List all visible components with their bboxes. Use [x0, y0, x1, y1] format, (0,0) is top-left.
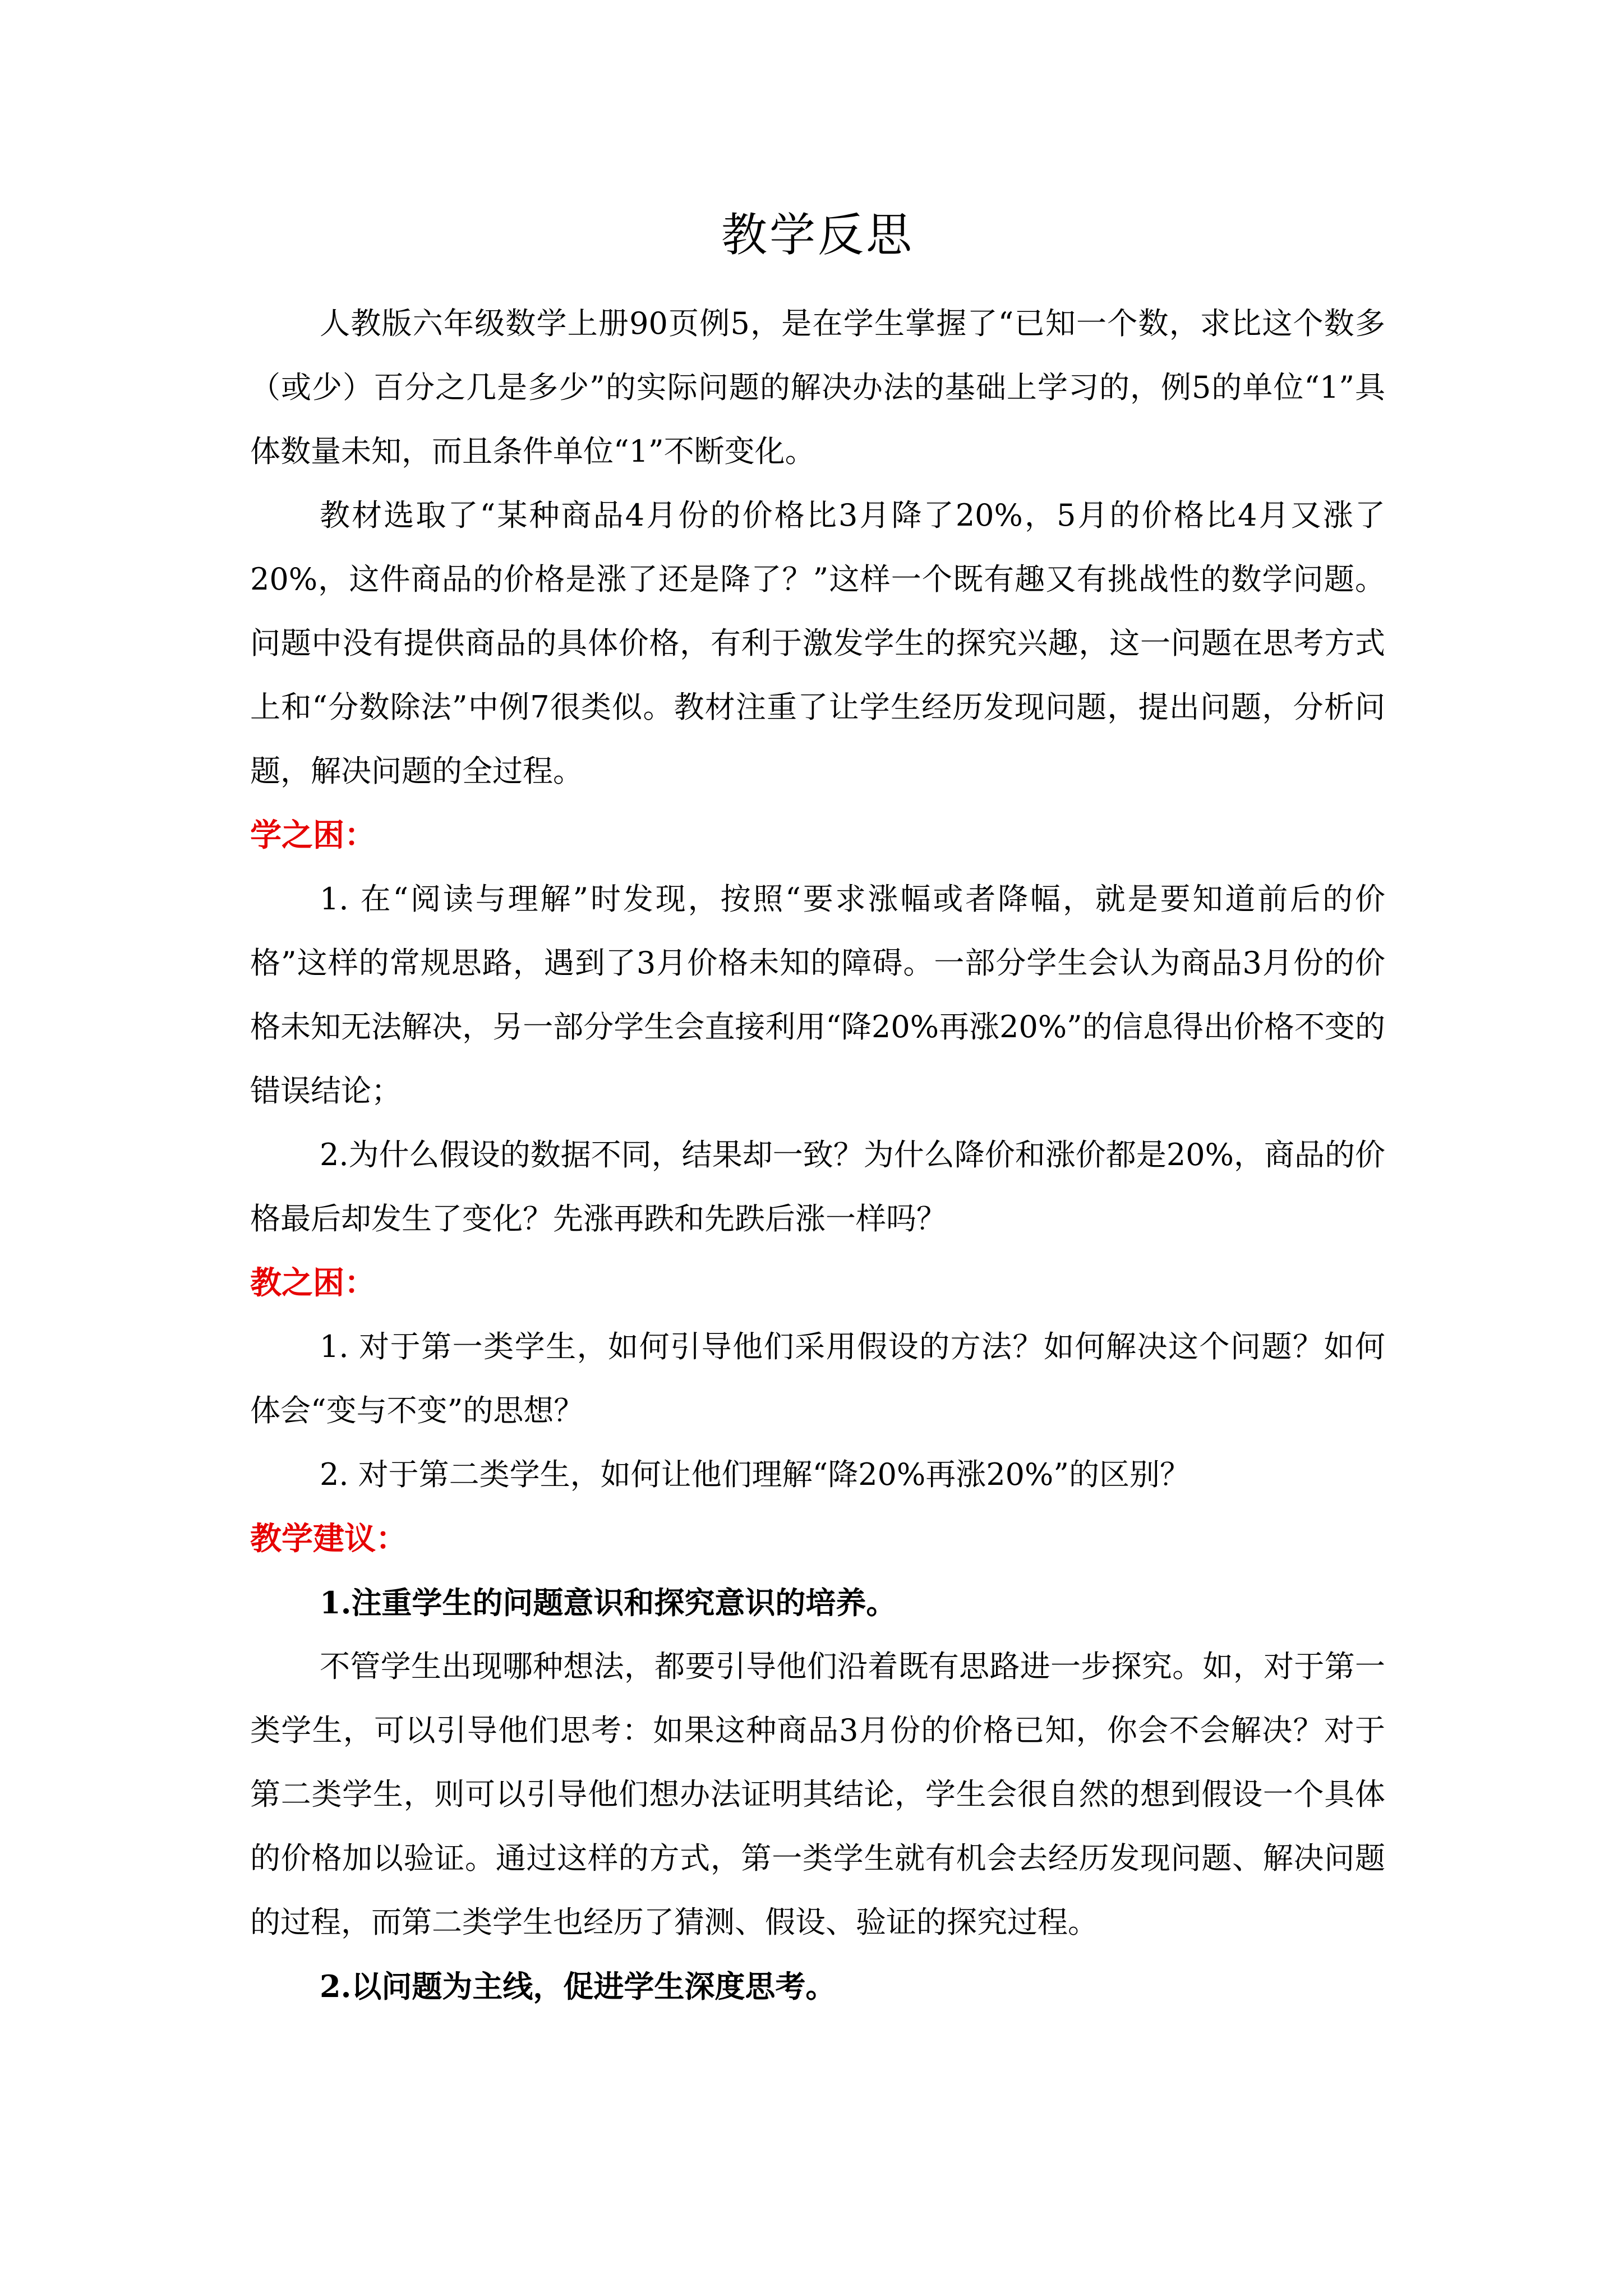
section-heading-suggestions: 教学建议：	[250, 1520, 407, 1557]
intro-paragraph-2: 教材选取了“某种商品4月份的价格比3月降了20%，5月的价格比4月又涨了20%，这件商品的价格是涨了还是降了？”这样一个既有趣又有挑战性的数学问题。问题中没有提供商品的具体价格，有利于激发学生的探究兴趣，这一问题在思考方式上和“分数除法”中例7很类似。教材注重了让学生经历发现问题，提出问题，分析问题，解决问题的全过程。	[250, 498, 1385, 789]
section-heading-learning-difficulty: 学之困：	[250, 817, 376, 854]
intro-paragraph-1: 人教版六年级数学上册90页例5，是在学生掌握了“已知一个数，求比这个数多（或少）百分之几是多少”的实际问题的解决办法的基础上学习的，例5的单位“1”具体数量未知，而且条件单位“1”不断变化。	[250, 306, 1385, 469]
teaching-difficulty-item-1: 1. 对于第一类学生，如何引导他们采用假设的方法？如何解决这个问题？如何体会“变与不变”的思想？	[250, 1329, 1385, 1428]
suggestion-subheading-1: 1.注重学生的问题意识和探究意识的培养。	[320, 1585, 897, 1621]
document-content	[250, 202, 1385, 2018]
section-heading-teaching-difficulty: 教之困：	[250, 1264, 376, 1301]
suggestion-subheading-2: 2.以问题为主线，促进学生深度思考。	[320, 1968, 836, 2004]
suggestion-paragraph-1: 不管学生出现哪种想法，都要引导他们沿着既有思路进一步探究。如，对于第一类学生，可以引导他们思考：如果这种商品3月份的价格已知，你会不会解决？对于第二类学生，则可以引导他们想办法证明其结论，学生会很自然的想到假设一个具体的价格加以验证。通过这样的方式，第一类学生就有机会去经历发现问题、解决问题的过程，而第二类学生也经历了猜测、假设、验证的探究过程。	[250, 1649, 1385, 1940]
learning-difficulty-item-1: 1. 在“阅读与理解”时发现，按照“要求涨幅或者降幅，就是要知道前后的价格”这样的常规思路，遇到了3月价格未知的障碍。一部分学生会认为商品3月份的价格未知无法解决，另一部分学生会直接利用“降20%再涨20%”的信息得出价格不变的错误结论；	[250, 881, 1385, 1108]
page-title: 教学反思	[721, 209, 914, 262]
teaching-difficulty-item-2: 2. 对于第二类学生，如何让他们理解“降20%再涨20%”的区别？	[320, 1457, 1190, 1492]
learning-difficulty-item-2: 2.为什么假设的数据不同，结果却一致？为什么降价和涨价都是20%，商品的价格最后却发生了变化？先涨再跌和先跌后涨一样吗？	[250, 1137, 1385, 1236]
